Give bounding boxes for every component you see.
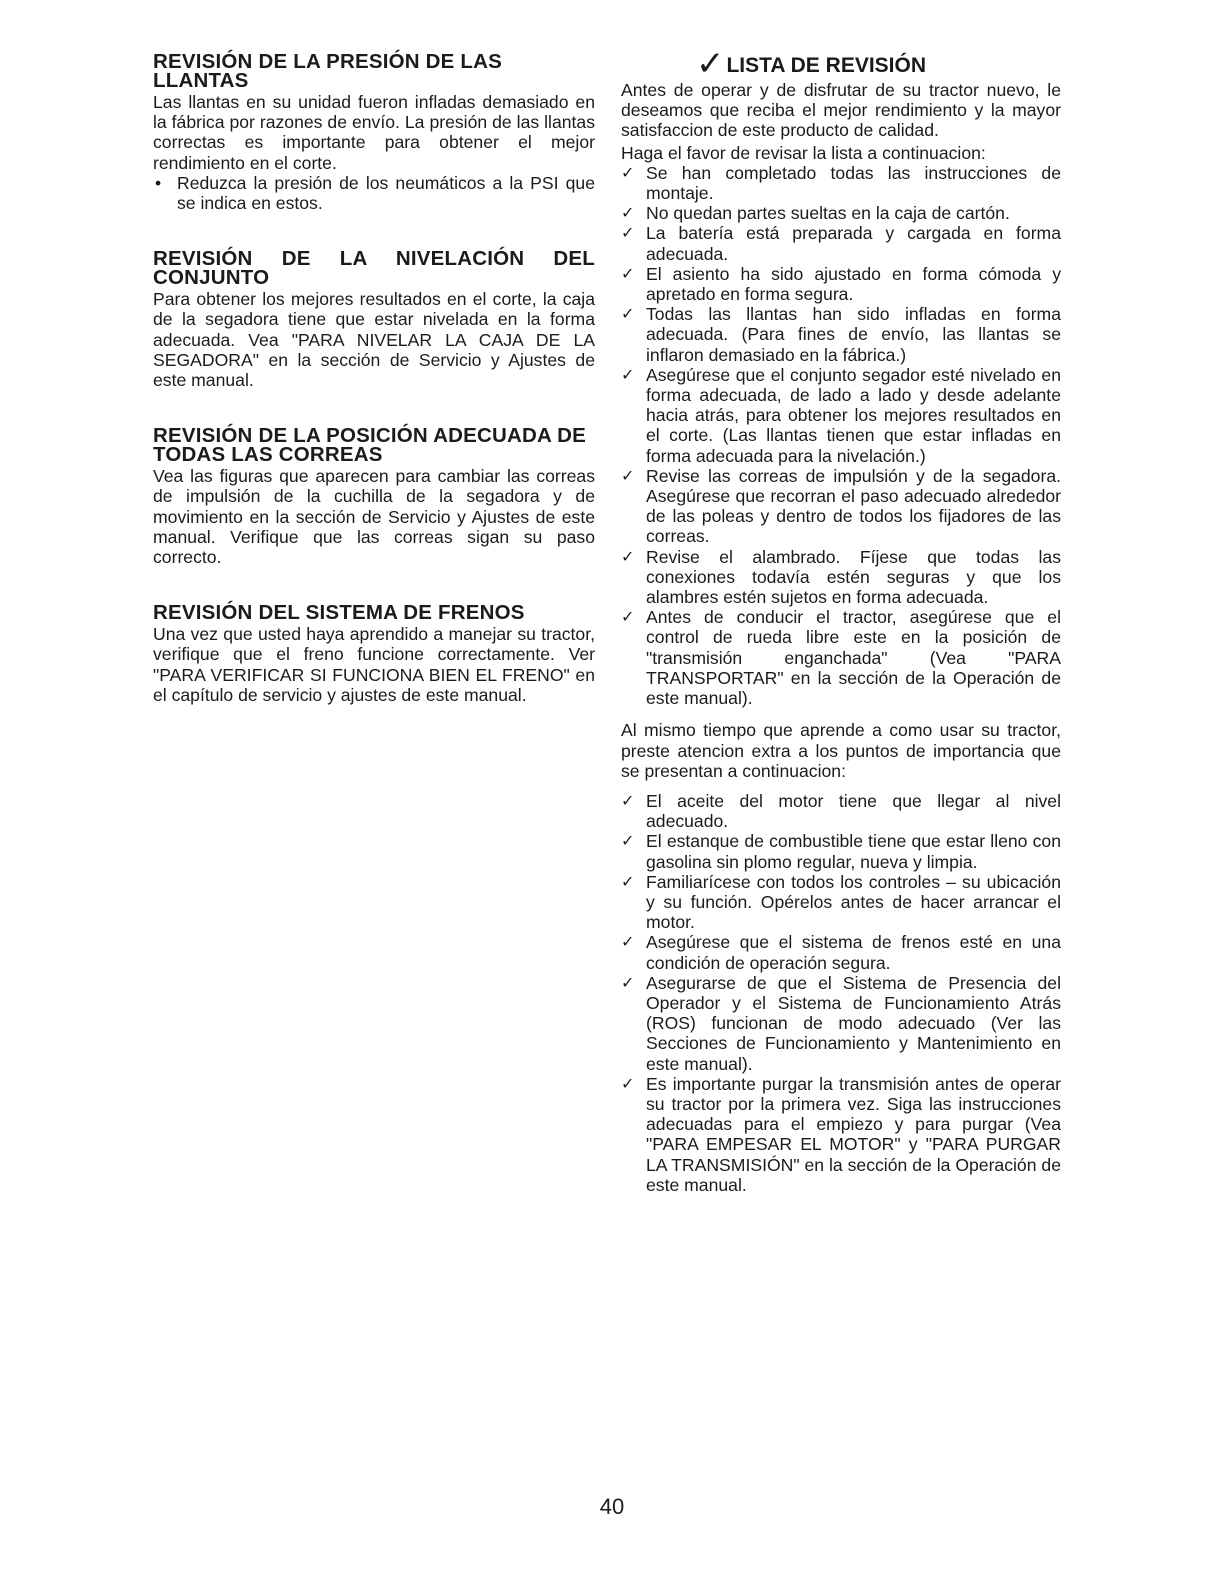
list-item (621, 547, 1061, 608)
list-item-text: El asiento ha sido ajustado en forma cómoda y apretado en forma segura. (646, 263, 1061, 305)
list-item-text: El estanque de combustible tiene que estar lleno con gasolina sin plomo regular, nueva y limpia. (646, 831, 1061, 872)
list-item-text: Asegurarse de que el Sistema de Presencia del Operador y el Sistema de Funcionamiento Atrás (ROS) funcionan de modo adecuado (Ver las Secciones de Funcionamiento y Mantenimiento en este manual). (646, 972, 1061, 1074)
section-tire-pressure (153, 52, 595, 213)
check-icon: ✓ (621, 607, 635, 627)
section-body: Para obtener los mejores resultados en el corte, la caja de la segadora tiene que estar nivelada en la forma adecuada. Vea "PARA NIVELAR LA CAJA DE LA SEGADORA" en la sección de Servicio y Ajustes de este manual. (153, 289, 595, 391)
checklist-title-text: LISTA DE REVISIÓN (726, 54, 927, 77)
list-item-text: No quedan partes sueltas en la caja de cartón. (646, 203, 1010, 224)
check-icon: ✓ (621, 1073, 635, 1093)
list-item-text: Es importante purgar la transmisión antes de operar su tractor por la primera vez. Siga las instrucciones adecuadas para el empiezo y para purgar (Vea "PARA EMPESAR EL MOTOR" y "PARA PURGAR LA TRANSMISIÓN" en la sección de la Operación de este manual. (646, 1073, 1061, 1195)
section-title: REVISIÓN DE LA NIVELACIÓN DEL CONJUNTO (153, 247, 595, 290)
section-body: Una vez que usted haya aprendido a manejar su tractor, verifique que el freno funcione correctamente. Ver "PARA VERIFICAR SI FUNCIONA BIEN EL FRENO" en el capítulo de servicio y ajustes de este manual. (153, 624, 595, 705)
checklist-intro: Antes de operar y de disfrutar de su tractor nuevo, le deseamos que reciba el mejor rendimiento y la mayor satisfaccion de este producto de calidad. (621, 80, 1061, 141)
section-title: REVISIÓN DE LA PRESIÓN DE LAS LLANTAS (153, 50, 503, 92)
section-title: REVISIÓN DEL SISTEMA DE FRENOS (153, 601, 525, 625)
section-brake-system (153, 603, 595, 705)
checklist-middle-text: Al mismo tiempo que aprende a como usar su tractor, preste atencion extra a los puntos de importancia que se presentan a continuacion: (621, 720, 1061, 781)
check-icon: ✓ (621, 790, 635, 810)
section-body: Las llantas en su unidad fueron infladas demasiado en la fábrica por razones de envío. La presión de las llantas correctas es importante para obtener el mejor rendimiento en el corte. (153, 92, 595, 173)
list-item-text: Revise las correas de impulsión y de la segadora. Asegúrese que recorran el paso adecuado alrededor de las poleas y dentro de todos los fijadores de las correas. (646, 465, 1061, 547)
left-column (153, 52, 595, 741)
list-item (621, 831, 1061, 871)
page-number: 40 (599, 1494, 625, 1519)
list-item (621, 932, 1061, 972)
check-icon: ✓ (621, 304, 635, 324)
list-item-text: Antes de conducir el tractor, asegúrese que el control de rueda libre este en la posición de "transmisión enganchada" (Vea "PARA TRANSPORTAR" en la sección de la Operación de este manual). (646, 607, 1061, 709)
bullet-icon: • (155, 172, 162, 193)
list-item-text: Todas las llantas han sido infladas en forma adecuada. (Para fines de envío, las llantas se inflaron demasiado en la fábrica.) (646, 304, 1061, 365)
checklist-2 (621, 791, 1061, 1195)
list-item (621, 791, 1061, 831)
right-column (621, 44, 1061, 1195)
check-icon: ✓ (695, 44, 725, 84)
list-item-text: Se han completado todas las instrucciones de montaje. (646, 162, 1061, 204)
check-icon: ✓ (621, 831, 635, 851)
bullet-text: Reduzca la presión de los neumáticos a la PSI que se indica en estos. (177, 172, 595, 214)
check-icon: ✓ (621, 546, 635, 566)
list-item-text: Familiarícese con todos los controles – su ubicación y su función. Opérelos antes de hacer arrancar el motor. (646, 871, 1061, 933)
checklist-title (621, 44, 1061, 84)
list-item (621, 365, 1061, 466)
section-deck-leveling (153, 249, 595, 390)
check-icon: ✓ (621, 871, 635, 891)
checklist-1 (621, 163, 1061, 708)
checklist-intro-2: Haga el favor de revisar la lista a continuacion: (621, 142, 986, 163)
section-title: REVISIÓN DE LA POSICIÓN ADECUADA DE TODAS LAS CORREAS (153, 424, 586, 467)
list-item-text: Revise el alambrado. Fíjese que todas las conexiones todavía estén seguras y que los alambres estén sujetos en forma adecuada. (646, 546, 1061, 608)
check-icon: ✓ (621, 203, 635, 223)
bullet-item (153, 173, 595, 213)
check-icon: ✓ (621, 223, 635, 243)
list-item (621, 304, 1061, 365)
list-item (621, 1074, 1061, 1195)
check-icon: ✓ (621, 972, 635, 992)
check-icon: ✓ (621, 465, 635, 485)
list-item-text: El aceite del motor tiene que llegar al nivel adecuado. (646, 790, 1061, 832)
list-item (621, 973, 1061, 1074)
list-item-text: Asegúrese que el conjunto segador esté nivelado en forma adecuada, de lado a lado y desde adelante hacia atrás, para obtener los mejores resultados en el corte. (Las llantas tienen que estar infladas en forma adecuada para la nivelación.) (646, 364, 1061, 466)
check-icon: ✓ (621, 364, 635, 384)
list-item (621, 607, 1061, 708)
check-icon: ✓ (621, 932, 635, 952)
list-item (621, 203, 1061, 223)
section-body: Vea las figuras que aparecen para cambiar las correas de impulsión de la cuchilla de la segadora y de movimiento en la sección de Servicio y Ajustes de este manual. Verifique que las correas sigan su paso correcto. (153, 466, 595, 568)
list-item (621, 872, 1061, 933)
list-item (621, 264, 1061, 304)
section-belt-position (153, 426, 595, 567)
list-item (621, 163, 1061, 203)
list-item (621, 223, 1061, 263)
check-icon: ✓ (621, 162, 635, 182)
list-item-text: La batería está preparada y cargada en forma adecuada. (646, 223, 1061, 264)
list-item-text: Asegúrese que el sistema de frenos esté en una condición de operación segura. (646, 932, 1061, 973)
check-icon: ✓ (621, 263, 635, 283)
list-item (621, 466, 1061, 547)
